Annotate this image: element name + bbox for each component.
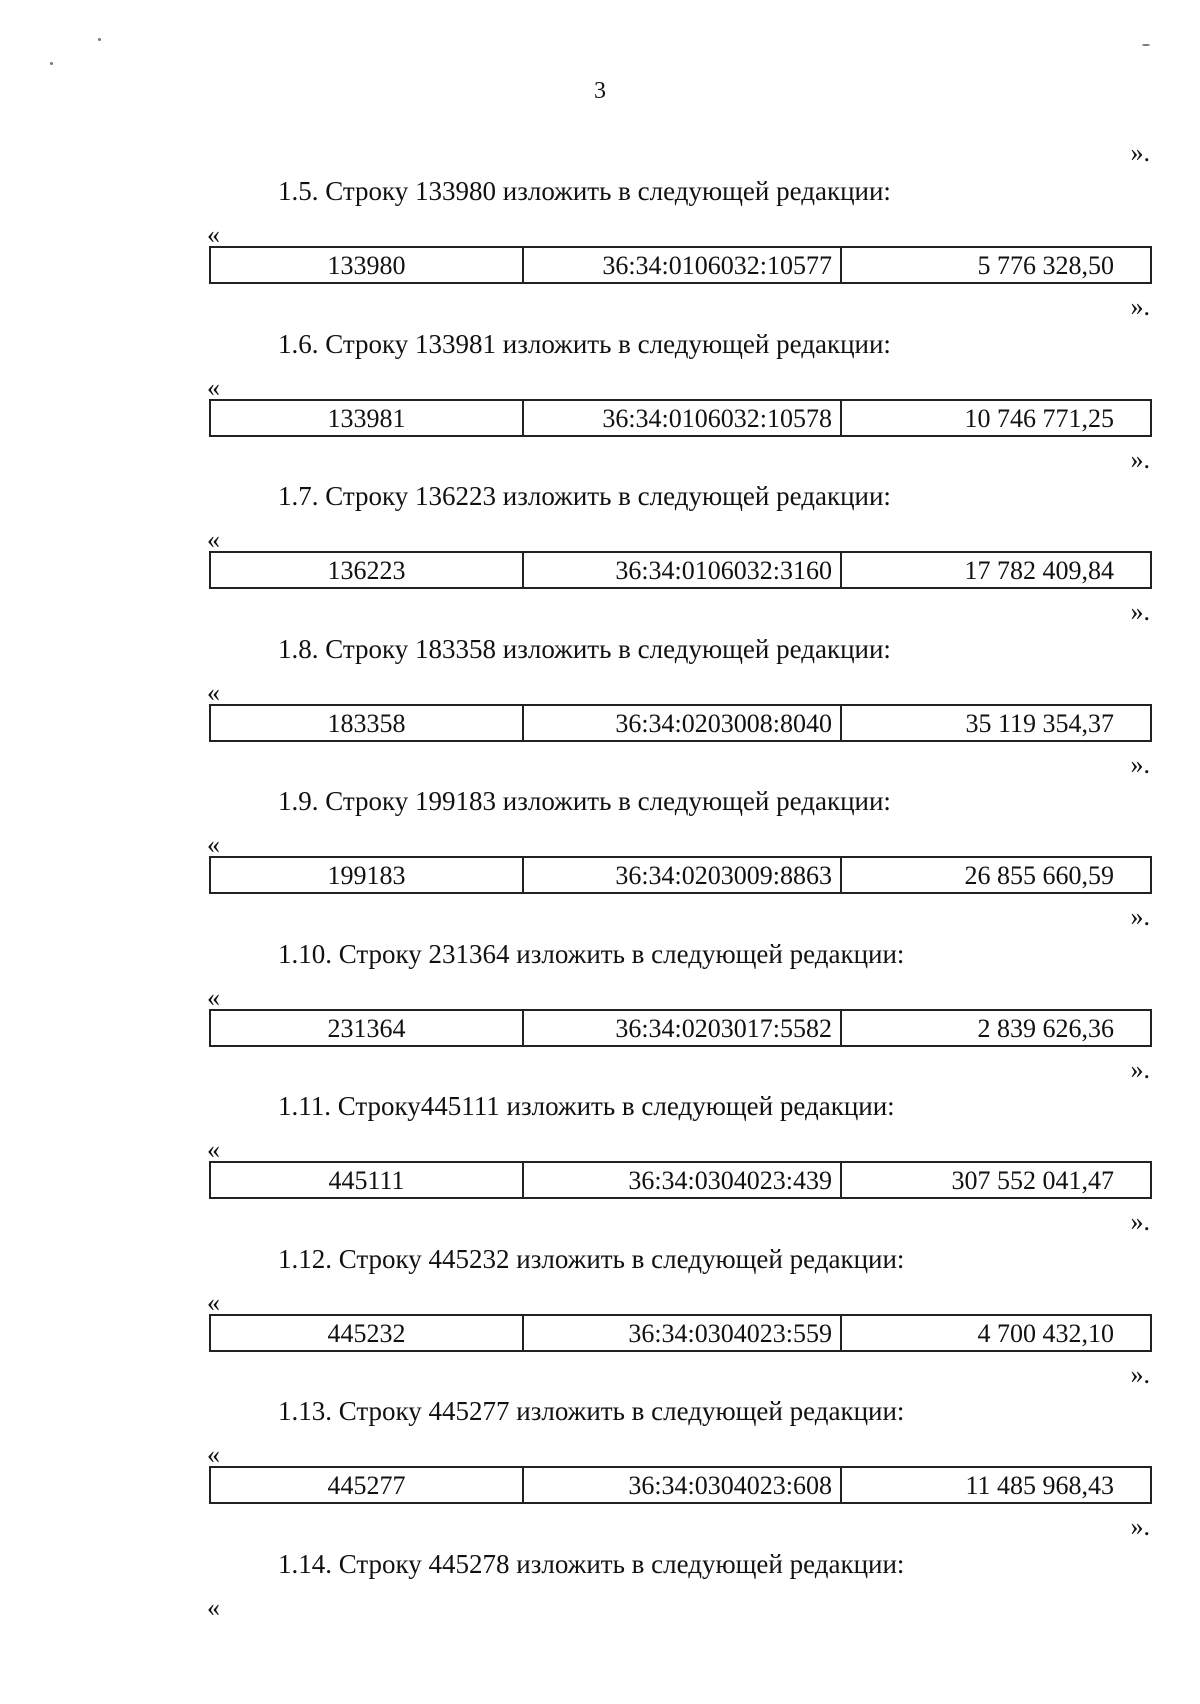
- amendment-heading: 1.9. Строку 199183 изложить в следующей редакции:: [278, 786, 891, 816]
- row-number-cell: 133980: [211, 248, 524, 282]
- amendment-section: [0, 634, 1200, 786]
- value-cell: 11 485 968,43: [965, 1471, 1114, 1500]
- amendment-section: [0, 939, 1200, 1091]
- opening-quote: «: [207, 1287, 220, 1317]
- amendment-section: [0, 786, 1200, 938]
- closing-quote: ».: [1130, 749, 1150, 779]
- table-row: [209, 1466, 1152, 1504]
- amendment-heading: 1.12. Строку 445232 изложить в следующей редакции:: [278, 1243, 905, 1274]
- row-number-cell: 199183: [211, 858, 524, 892]
- page-number: 3: [594, 78, 606, 104]
- row-number-cell: 445111: [211, 1163, 524, 1197]
- value-cell: 5 776 328,50: [977, 251, 1114, 280]
- table-row: [209, 704, 1152, 742]
- cadastral-number-cell: 36:34:0106032:10578: [524, 401, 842, 435]
- value-cell: 2 839 626,36: [977, 1013, 1114, 1043]
- opening-quote: «: [207, 1592, 220, 1622]
- row-number-cell: 445232: [211, 1316, 524, 1350]
- closing-quote: ».: [1130, 597, 1150, 626]
- cadastral-number-cell: 36:34:0203008:8040: [524, 706, 842, 740]
- opening-quote: «: [207, 982, 220, 1012]
- amendment-heading: 1.8. Строку 183358 изложить в следующей редакции:: [278, 633, 891, 664]
- cadastral-number-cell: 36:34:0106032:3160: [524, 553, 842, 587]
- closing-quote: ».: [1130, 444, 1150, 474]
- opening-quote: «: [207, 1135, 220, 1164]
- amendment-section: [0, 1244, 1200, 1396]
- cadastral-number-cell: 36:34:0203009:8863: [524, 858, 842, 892]
- value-cell: 17 782 409,84: [964, 556, 1114, 585]
- row-number-cell: 445277: [211, 1468, 524, 1502]
- closing-quote: ».: [1130, 1359, 1150, 1389]
- amendment-section: [0, 1091, 1200, 1243]
- amendment-heading: 1.5. Строку 133980 изложить в следующей редакции:: [278, 176, 891, 206]
- row-number-cell: 133981: [211, 401, 524, 435]
- opening-quote: «: [207, 525, 220, 554]
- table-row: [209, 1161, 1152, 1199]
- table-row: [209, 1009, 1152, 1047]
- value-cell: 307 552 041,47: [951, 1166, 1114, 1195]
- closing-quote: ».: [1130, 1207, 1150, 1236]
- table-row: [209, 856, 1152, 894]
- closing-quote: ».: [1130, 292, 1150, 321]
- amendment-section: [0, 1396, 1200, 1548]
- cadastral-number-cell: 36:34:0203017:5582: [524, 1011, 842, 1045]
- scan-speck: [50, 62, 53, 65]
- table-row: [209, 246, 1152, 284]
- value-cell: 26 855 660,59: [964, 861, 1114, 890]
- cadastral-number-cell: 36:34:0304023:439: [524, 1163, 842, 1197]
- table-row: [209, 399, 1152, 437]
- amendment-section: [0, 1549, 1200, 1701]
- amendment-heading: 1.10. Строку 231364 изложить в следующей редакции:: [278, 938, 905, 969]
- amendment-section: [0, 329, 1200, 481]
- amendment-heading: 1.14. Строку 445278 изложить в следующей редакции:: [278, 1548, 905, 1579]
- closing-quote: ».: [1130, 1512, 1150, 1541]
- cadastral-number-cell: 36:34:0304023:608: [524, 1468, 842, 1502]
- value-cell: 10 746 771,25: [964, 403, 1114, 433]
- value-cell: 35 119 354,37: [965, 708, 1114, 738]
- opening-quote: «: [207, 1440, 220, 1469]
- cadastral-number-cell: 36:34:0304023:559: [524, 1316, 842, 1350]
- row-number-cell: 136223: [211, 553, 524, 587]
- scan-speck: [98, 38, 101, 41]
- opening-quote: «: [207, 220, 220, 249]
- opening-quote: «: [207, 372, 220, 402]
- amendment-section: [0, 481, 1200, 633]
- cadastral-number-cell: 36:34:0106032:10577: [524, 248, 842, 282]
- closing-quote: ».: [1130, 138, 1150, 167]
- opening-quote: «: [207, 677, 220, 707]
- amendment-heading: 1.11. Строку445111 изложить в следующей редакции:: [278, 1091, 895, 1121]
- opening-quote: «: [207, 830, 220, 859]
- scan-speck: [1142, 44, 1150, 46]
- amendment-heading: 1.7. Строку 136223 изложить в следующей редакции:: [278, 481, 891, 511]
- table-row: [209, 1314, 1152, 1352]
- row-number-cell: 183358: [211, 706, 524, 740]
- amendment-heading: 1.6. Строку 133981 изложить в следующей редакции:: [278, 328, 891, 359]
- closing-quote: ».: [1130, 902, 1150, 931]
- closing-quote: ».: [1130, 1054, 1150, 1084]
- row-number-cell: 231364: [211, 1011, 524, 1045]
- amendment-section: [0, 176, 1200, 328]
- table-row: [209, 551, 1152, 589]
- amendment-heading: 1.13. Строку 445277 изложить в следующей редакции:: [278, 1396, 905, 1426]
- value-cell: 4 700 432,10: [977, 1318, 1114, 1348]
